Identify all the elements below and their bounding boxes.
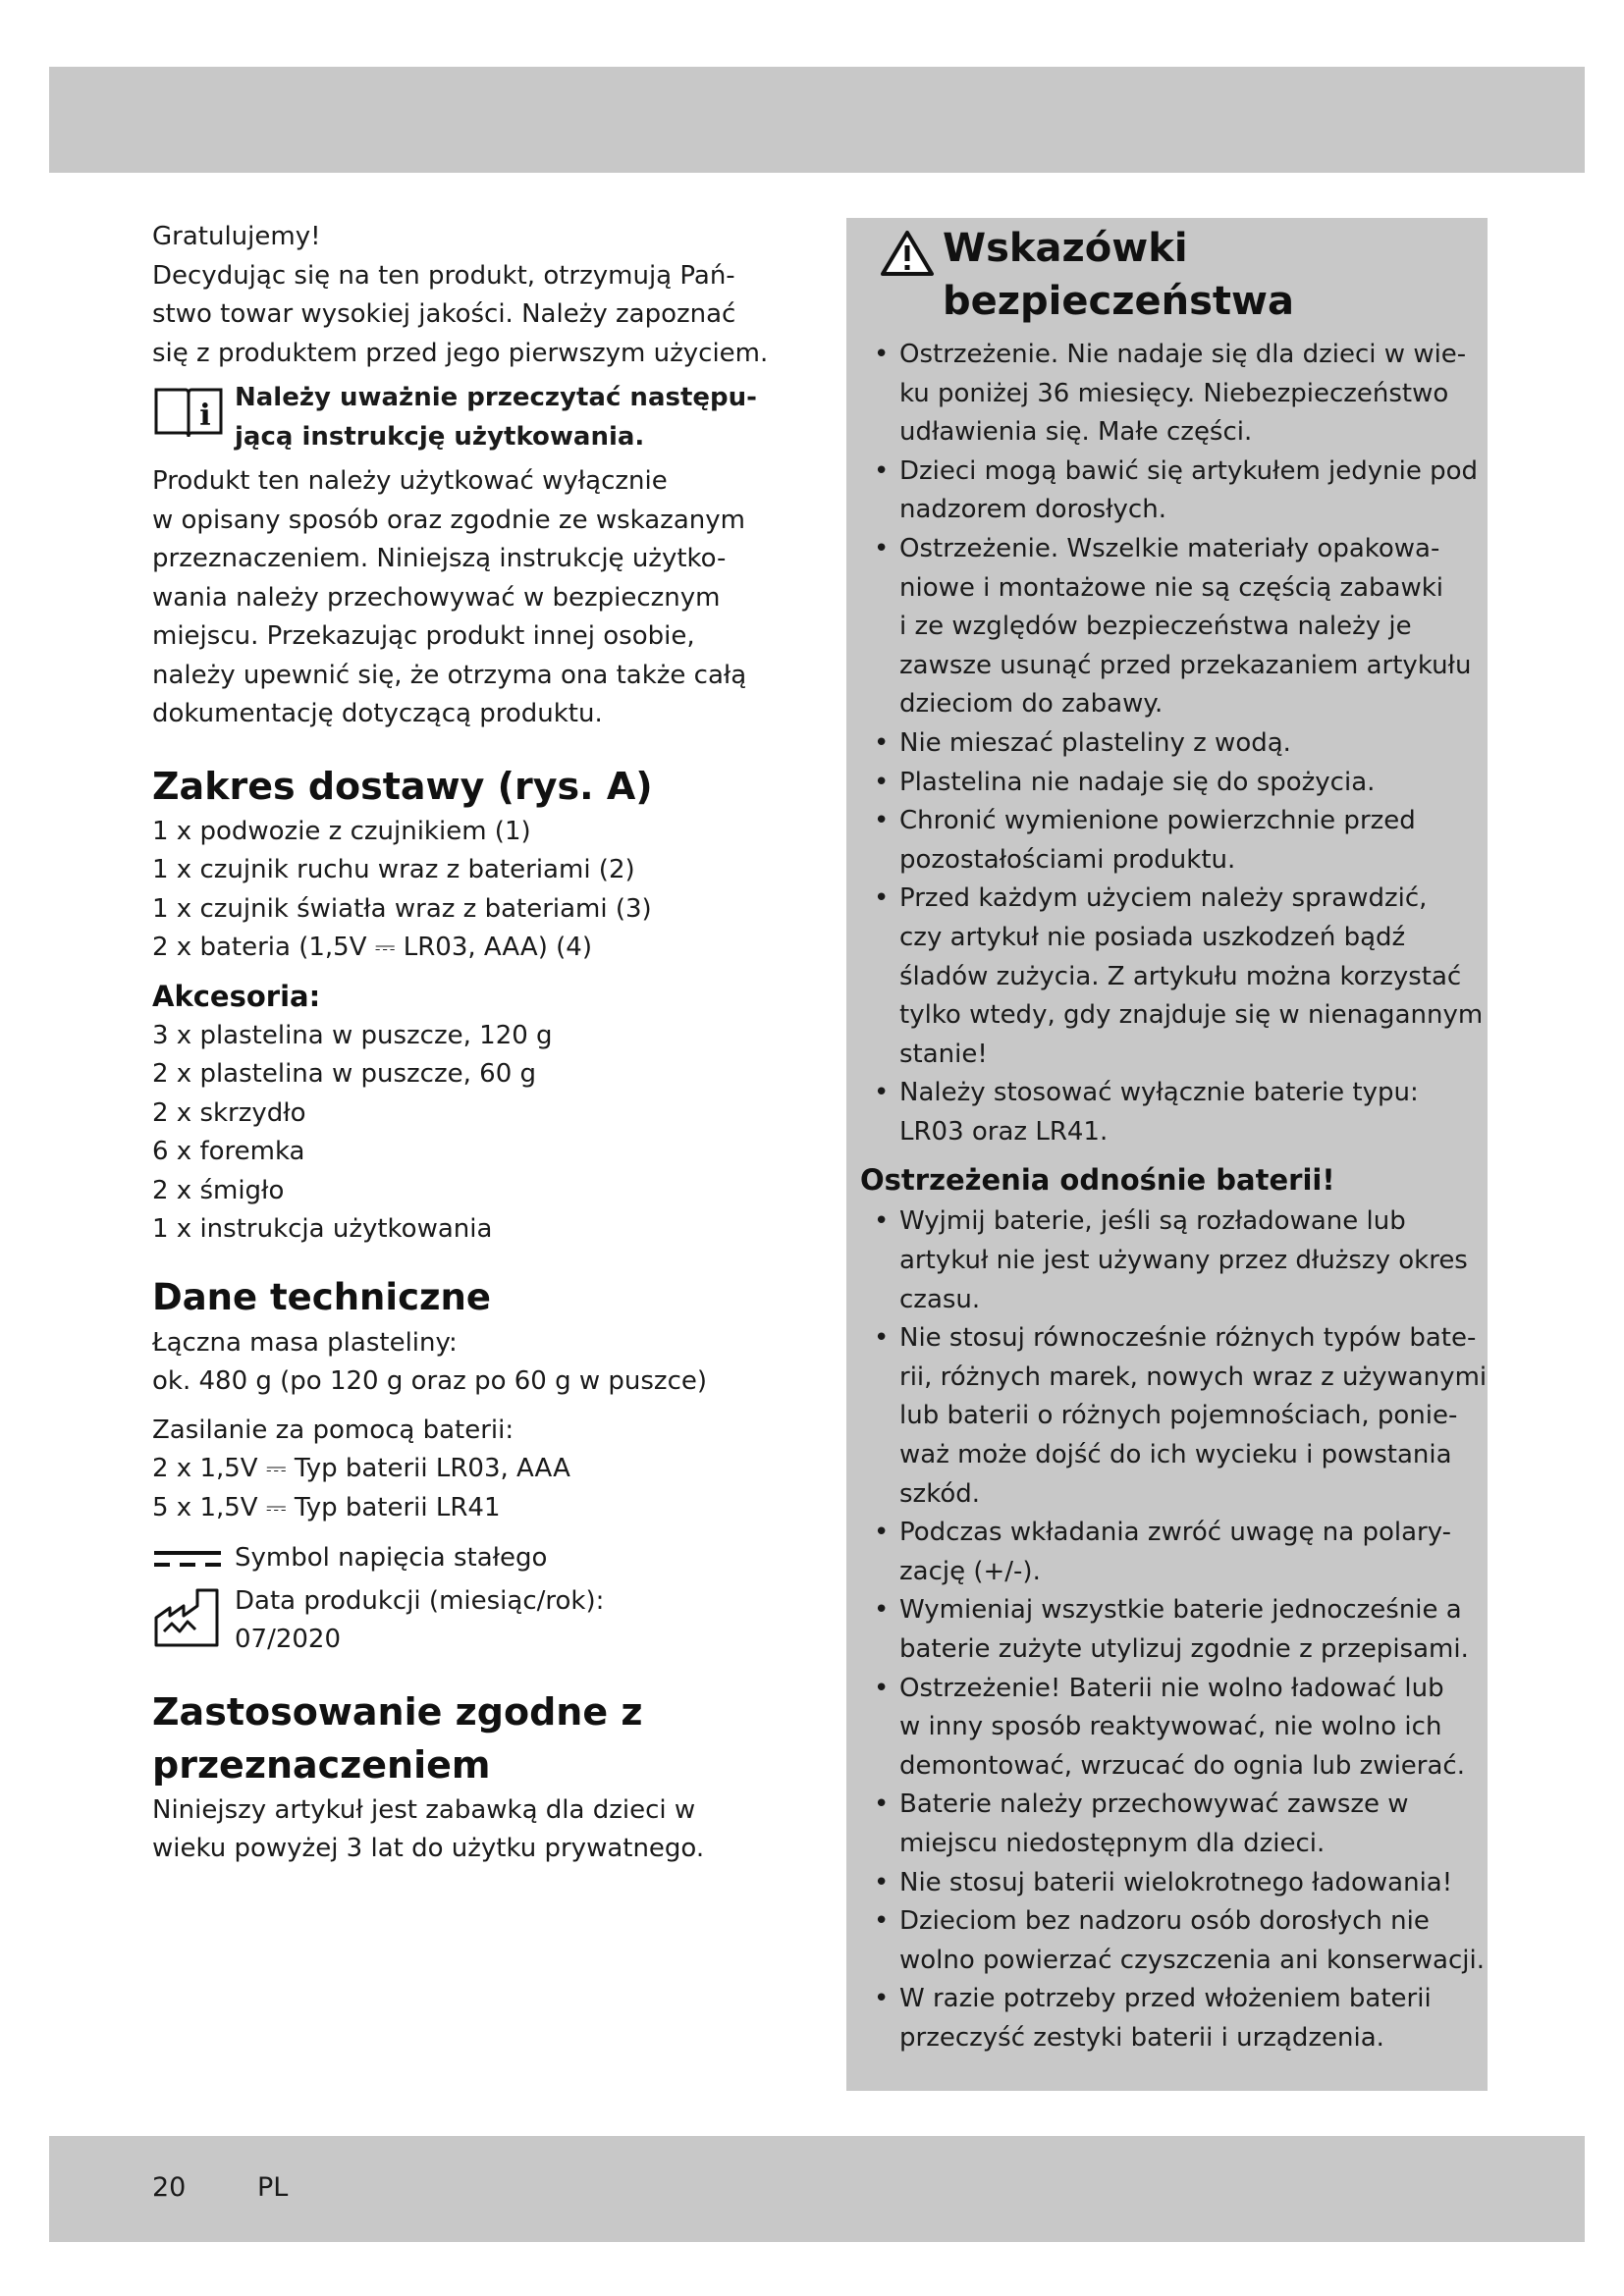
manufacture-date-icon bbox=[152, 1586, 223, 1649]
list-item: 1 x instrukcja użytkowania bbox=[152, 1214, 493, 1244]
notice-line: Należy uważnie przeczytać następu- bbox=[235, 383, 757, 412]
list-item: • Ostrzeżenie. Wszelkie materiały opakowa- niowe i montażowe nie są częścią zabawki i ze względów bezpieczeństwa należy je zawsze usunąć przed przekazaniem artykułu dzieciom do zabawy. bbox=[860, 530, 1480, 724]
language-code: PL bbox=[257, 2172, 289, 2203]
header-bar bbox=[49, 67, 1585, 173]
list-item: 6 x foremka bbox=[152, 1137, 305, 1166]
body-line: dokumentację dotyczącą produktu. bbox=[152, 699, 603, 728]
accessories-list bbox=[152, 1017, 790, 1250]
list-item: • Należy stosować wyłącznie baterie typu: LR03 oraz LR41. bbox=[860, 1074, 1480, 1151]
list-item: • Ostrzeżenie! Baterii nie wolno ładować lub w inny sposób reaktywować, nie wolno ich demontować, wrzucać do ognia lub zwierać. bbox=[860, 1670, 1480, 1787]
safety-heading bbox=[860, 222, 1480, 328]
list-item: 2 x bateria (1,5V ⎓ LR03, AAA) (4) bbox=[152, 933, 592, 962]
dc-symbol-text: Symbol napięcia stałego bbox=[235, 1543, 548, 1573]
power-spec: 2 x 1,5V ⎓ Typ baterii LR03, AAA bbox=[152, 1454, 570, 1483]
list-item: 1 x czujnik ruchu wraz z bateriami (2) bbox=[152, 855, 635, 884]
page-number: 20 bbox=[152, 2172, 187, 2203]
list-item: • Dzieciom bez nadzoru osób dorosłych nie wolno powierzać czyszczenia ani konserwacji. bbox=[860, 1902, 1480, 1980]
intro-line: Decydując się na ten produkt, otrzymują Pań- bbox=[152, 260, 735, 291]
production-label: Data produkcji (miesiąc/rok): bbox=[235, 1585, 605, 1616]
list-item: • Nie stosuj równocześnie różnych typów bate- rii, różnych marek, nowych wraz z używanymi lub baterii o różnych pojemnościach, ponie- waż może dojść do ich wycieku i powstania szkód. bbox=[860, 1319, 1480, 1514]
production-value: 07/2020 bbox=[235, 1625, 342, 1654]
intro-line: stwo towar wysokiej jakości. Należy zapoznać bbox=[152, 299, 736, 329]
dc-symbol-glyph: ⎓ bbox=[188, 1575, 189, 1577]
intended-use-line: Niniejszy artykuł jest zabawką dla dzieci w bbox=[152, 1794, 696, 1825]
list-item: • Ostrzeżenie. Nie nadaje się dla dzieci w wie- ku poniżej 36 miesięcy. Niebezpieczeństwo udławienia się. Małe części. bbox=[860, 336, 1480, 453]
warning-triangle-icon bbox=[880, 230, 935, 277]
list-item: • Podczas wkładania zwróć uwagę na polary- zację (+/-). bbox=[860, 1514, 1480, 1591]
accessories-title: Akcesoria: bbox=[152, 979, 321, 1013]
mass-value: ok. 480 g (po 120 g oraz po 60 g w puszce) bbox=[152, 1366, 708, 1396]
power-spec: 5 x 1,5V ⎓ Typ baterii LR41 bbox=[152, 1492, 501, 1522]
delivery-list bbox=[152, 813, 790, 968]
body-line: w opisany sposób oraz zgodnie ze wskazanym bbox=[152, 505, 745, 535]
list-item: • Nie mieszać plasteliny z wodą. bbox=[860, 724, 1480, 764]
list-item: 2 x skrzydło bbox=[152, 1097, 306, 1128]
notice-line: jącą instrukcję użytkowania. bbox=[235, 422, 645, 452]
list-item: • Dzieci mogą bawić się artykułem jedynie pod nadzorem dorosłych. bbox=[860, 453, 1480, 530]
dc-symbol-row bbox=[152, 1539, 790, 1578]
list-item: 3 x plastelina w puszcze, 120 g bbox=[152, 1020, 553, 1050]
list-item: • W razie potrzeby przed włożeniem baterii przeczyść zestyki baterii i urządzenia. bbox=[860, 1980, 1480, 2057]
delivery-title: Zakres dostawy (rys. A) bbox=[152, 764, 653, 808]
dc-voltage-icon bbox=[152, 1539, 223, 1578]
list-item: • Nie stosuj baterii wielokrotnego ładowania! bbox=[860, 1864, 1480, 1903]
safety-list bbox=[860, 336, 1484, 1151]
safety-title-line: bezpieczeństwa bbox=[943, 279, 1294, 324]
safety-title-line: Wskazówki bbox=[943, 226, 1188, 271]
intro-line: się z produktem przed jego pierwszym użyciem. bbox=[152, 338, 769, 368]
intended-use-line: wieku powyżej 3 lat do użytku prywatnego. bbox=[152, 1834, 705, 1863]
battery-warnings-list bbox=[860, 1202, 1488, 2057]
power-label: Zasilanie za pomocą baterii: bbox=[152, 1415, 514, 1445]
body-line: miejscu. Przekazując produkt innej osobie, bbox=[152, 621, 695, 651]
left-column bbox=[152, 218, 790, 1869]
intended-use-title: Zastosowanie zgodne z bbox=[152, 1689, 643, 1734]
body-line: Produkt ten należy użytkować wyłącznie bbox=[152, 466, 668, 496]
body-line: przeznaczeniem. Niniejszą instrukcję użytko- bbox=[152, 544, 727, 573]
safety-box bbox=[846, 218, 1488, 2091]
list-item: 1 x czujnik światła wraz z bateriami (3) bbox=[152, 893, 652, 924]
svg-text:i: i bbox=[199, 399, 211, 433]
list-item: • Wymieniaj wszystkie baterie jednocześnie a baterie zużyte utylizuj zgodnie z przepisami. bbox=[860, 1591, 1480, 1669]
technical-title: Dane techniczne bbox=[152, 1275, 491, 1318]
read-instructions-notice bbox=[152, 378, 790, 456]
list-item: • Plastelina nie nadaje się do spożycia. bbox=[860, 764, 1480, 803]
intended-use-title: przeznaczeniem bbox=[152, 1742, 491, 1787]
list-item: • Wyjmij baterie, jeśli są rozładowane lub artykuł nie jest używany przez dłuższy okres czasu. bbox=[860, 1202, 1480, 1319]
body-line: należy upewnić się, że otrzyma ona także całą bbox=[152, 660, 747, 690]
mass-label: Łączna masa plasteliny: bbox=[152, 1327, 458, 1358]
production-date bbox=[152, 1582, 790, 1660]
footer-bar bbox=[49, 2136, 1585, 2242]
list-item: 2 x plastelina w puszcze, 60 g bbox=[152, 1059, 537, 1089]
list-item: • Baterie należy przechowywać zawsze w miejscu niedostępnym dla dzieci. bbox=[860, 1786, 1480, 1863]
battery-warnings-title: Ostrzeżenia odnośnie baterii! bbox=[860, 1163, 1335, 1198]
greeting: Gratulujemy! bbox=[152, 222, 321, 251]
list-item: 2 x śmigło bbox=[152, 1175, 285, 1205]
list-item: 1 x podwozie z czujnikiem (1) bbox=[152, 816, 531, 846]
list-item: • Chronić wymienione powierzchnie przed pozostałościami produktu. bbox=[860, 802, 1480, 880]
body-line: wania należy przechowywać w bezpiecznym bbox=[152, 582, 721, 613]
open-book-info-icon bbox=[152, 382, 225, 439]
list-item: • Przed każdym użyciem należy sprawdzić, czy artykuł nie posiada uszkodzeń bądź śladów zużycia. Z artykułu można korzystać tylko wtedy, gdy znajduje się w nienagannym stanie! bbox=[860, 880, 1480, 1074]
